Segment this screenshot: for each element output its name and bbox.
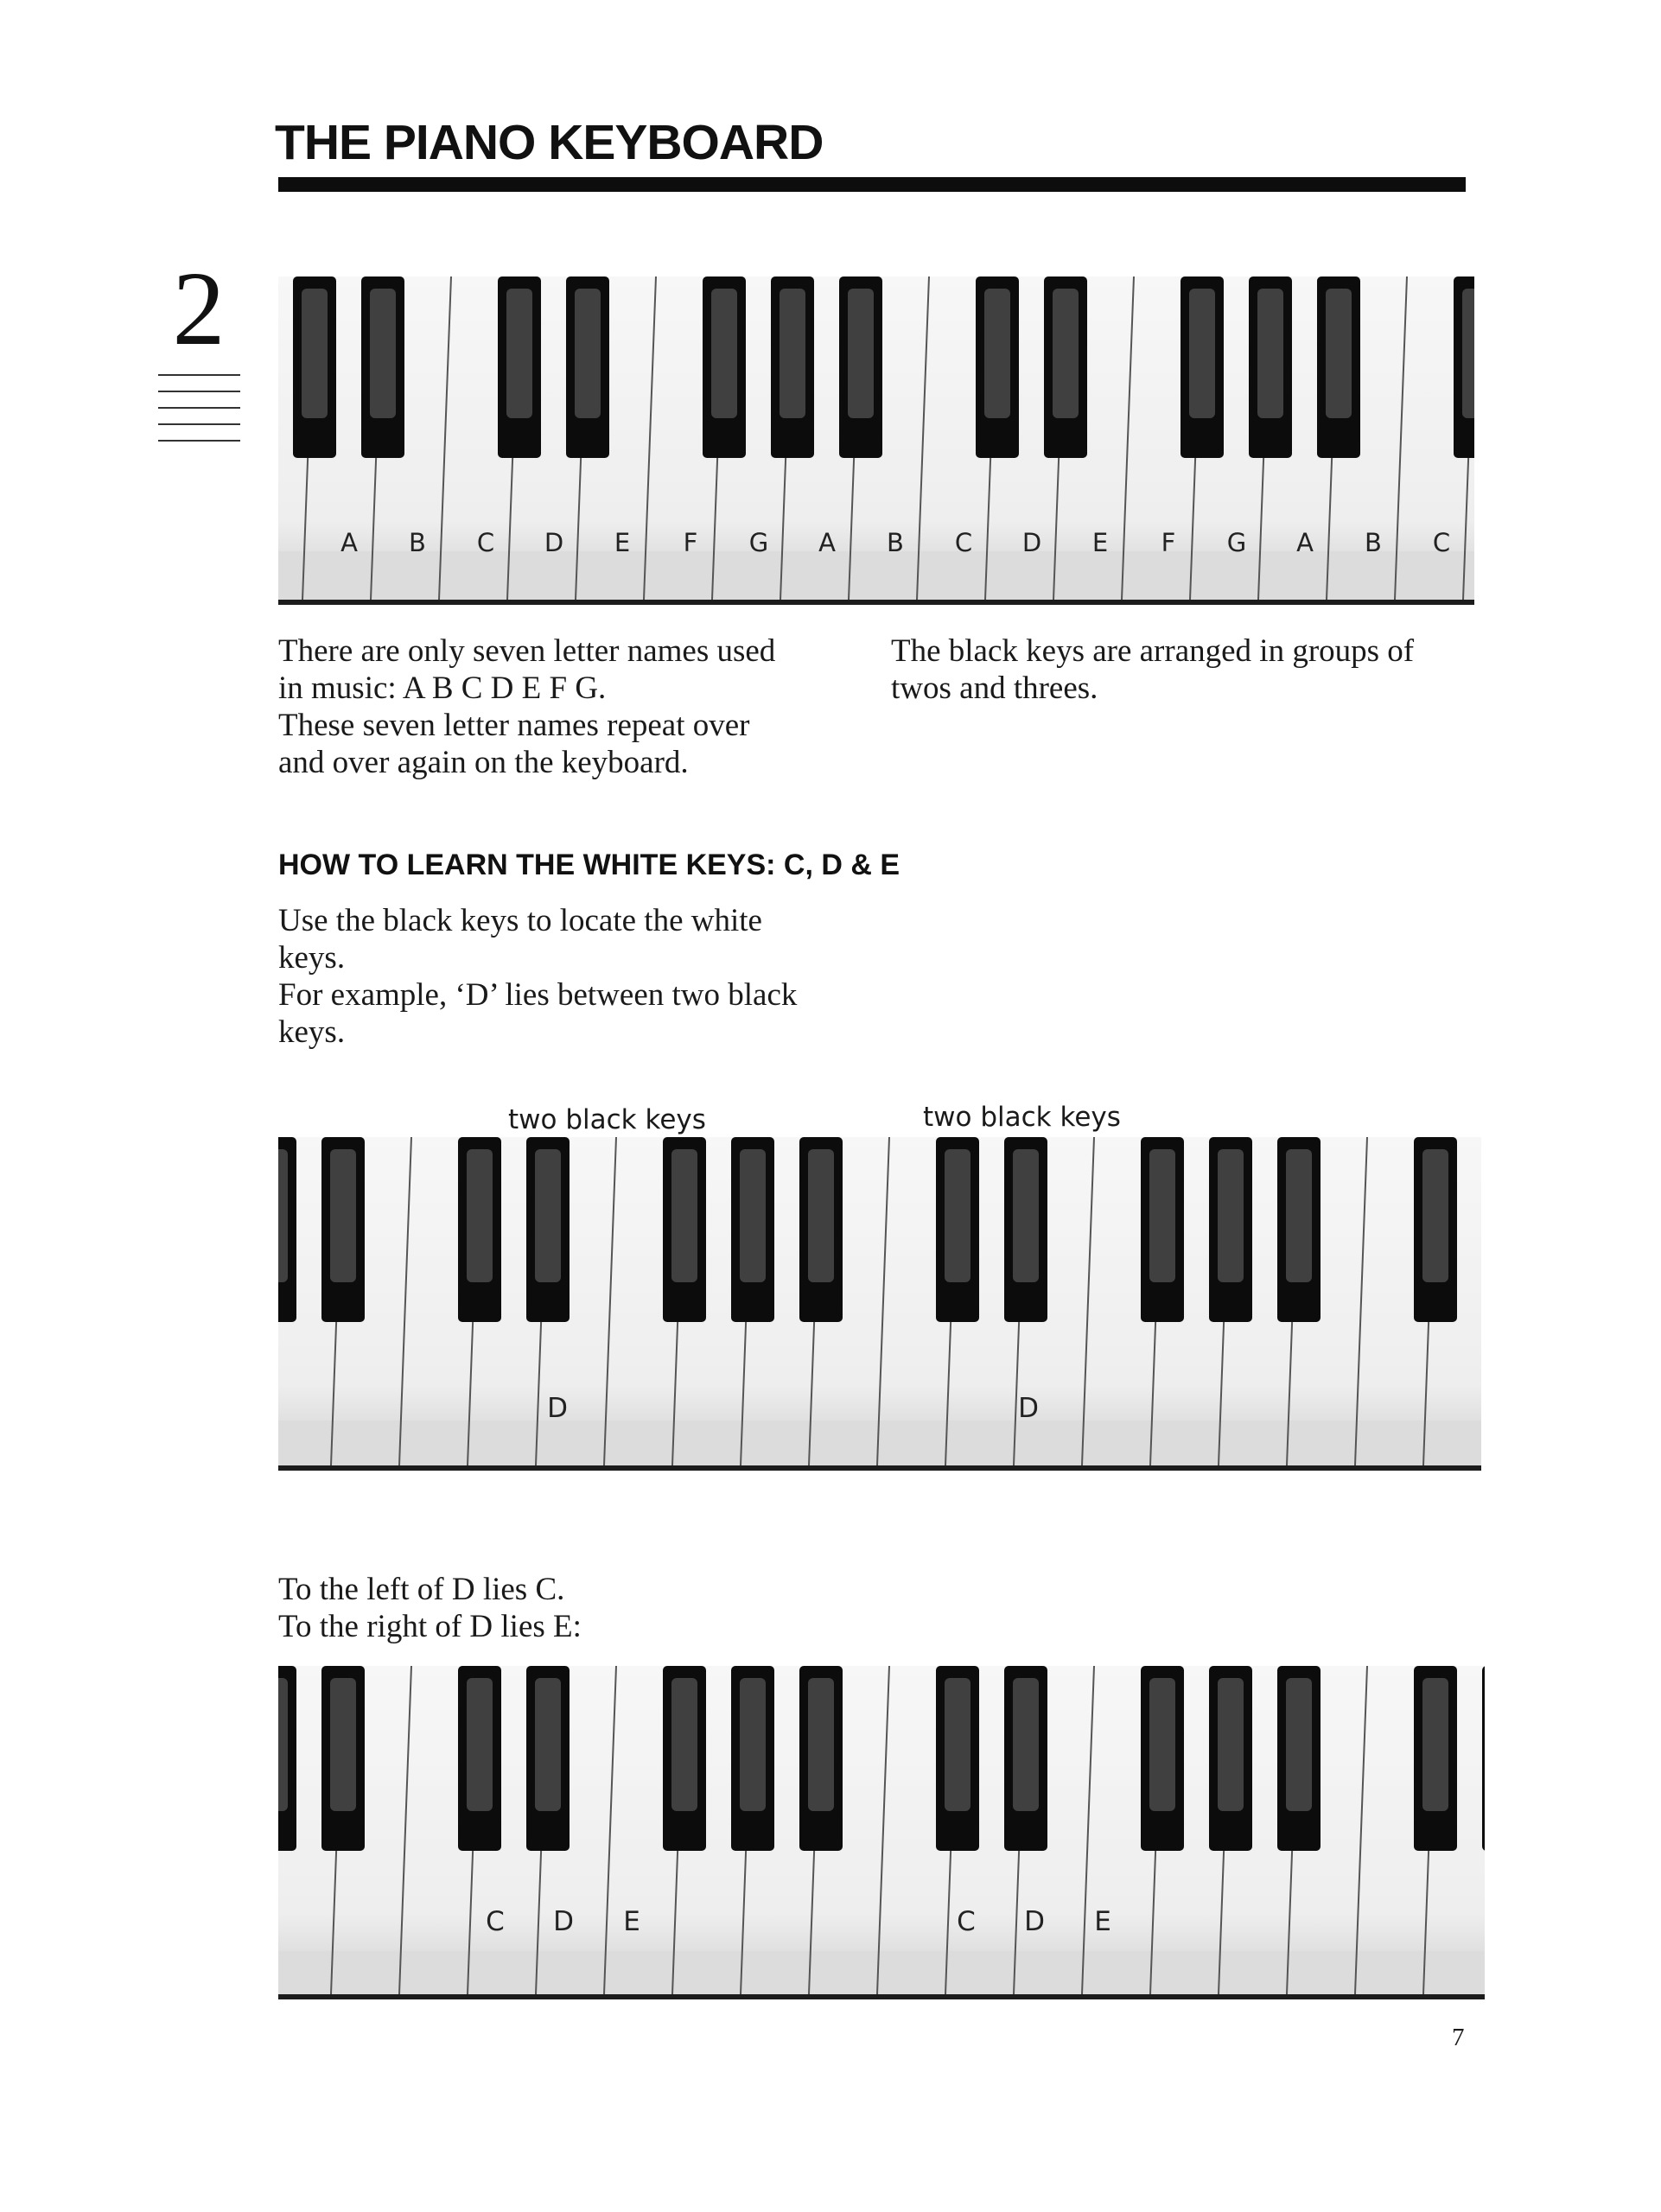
- text-line: Use the black keys to locate the white: [278, 903, 762, 938]
- black-key: [1181, 276, 1224, 458]
- keyboard-photo-3: [278, 1666, 1485, 1999]
- black-key: [731, 1137, 774, 1322]
- black-key: [1414, 1137, 1457, 1322]
- two-black-keys-caption: two black keys: [508, 1104, 706, 1135]
- key-label: D: [1024, 1906, 1045, 1937]
- section-heading: HOW TO LEARN THE WHITE KEYS: C, D & E: [278, 849, 901, 881]
- text-line: The black keys are arranged in groups of: [891, 633, 1415, 669]
- black-key: [361, 276, 404, 458]
- black-key: [1044, 276, 1087, 458]
- black-key: [771, 276, 814, 458]
- text-line: and over again on the keyboard.: [278, 745, 689, 780]
- black-key: [1141, 1137, 1184, 1322]
- chapter-rule: [158, 374, 240, 376]
- keyboard-photo-2: [278, 1137, 1481, 1471]
- black-key: [566, 276, 609, 458]
- key-label: B: [887, 528, 904, 557]
- key-label: A: [818, 528, 836, 557]
- chapter-rule: [158, 391, 240, 392]
- key-label: G: [1226, 528, 1247, 557]
- text-line: For example, ‘D’ lies between two black: [278, 977, 798, 1013]
- black-key: [1277, 1666, 1321, 1851]
- key-label: C: [476, 528, 495, 557]
- black-key: [936, 1137, 979, 1322]
- key-label: A: [1296, 528, 1314, 557]
- key-label-d: D: [547, 1393, 568, 1424]
- key-label: C: [486, 1906, 505, 1937]
- key-label: E: [1091, 528, 1109, 557]
- key-label: D: [544, 528, 564, 557]
- key-label: D: [1021, 528, 1042, 557]
- black-key: [1141, 1666, 1184, 1851]
- intro-left-paragraph: [278, 632, 866, 781]
- black-key: [663, 1137, 706, 1322]
- black-key: [293, 276, 336, 458]
- black-key: [976, 276, 1019, 458]
- text-line: There are only seven letter names used: [278, 633, 776, 669]
- chapter-rule: [158, 407, 240, 409]
- page-title: THE PIANO KEYBOARD: [275, 115, 824, 170]
- black-key: [663, 1666, 706, 1851]
- text-line: twos and threes.: [891, 671, 1098, 706]
- chapter-rule: [158, 440, 240, 442]
- key-label: C: [954, 528, 973, 557]
- black-key: [1414, 1666, 1457, 1851]
- two-black-keys-caption: two black keys: [923, 1102, 1121, 1133]
- black-key: [799, 1137, 843, 1322]
- black-key: [1277, 1137, 1321, 1322]
- black-key: [321, 1137, 365, 1322]
- text-line: To the left of D lies C.: [278, 1572, 565, 1607]
- black-key: [1454, 276, 1474, 458]
- section-body: [278, 902, 883, 1051]
- key-label: E: [614, 528, 631, 557]
- key-label: A: [340, 528, 358, 557]
- key-label: B: [409, 528, 426, 557]
- key-label: B: [1365, 528, 1382, 557]
- black-key: [1209, 1666, 1252, 1851]
- key-label-d: D: [1018, 1393, 1039, 1424]
- black-key: [936, 1666, 979, 1851]
- text-line: To the right of D lies E:: [278, 1609, 582, 1644]
- black-key: [731, 1666, 774, 1851]
- black-key: [1317, 276, 1360, 458]
- key-label: C: [957, 1906, 976, 1937]
- key-label: F: [683, 528, 698, 557]
- black-key: [1482, 1666, 1485, 1851]
- black-key: [1249, 276, 1292, 458]
- chapter-number: 2: [172, 251, 226, 367]
- key-label: G: [748, 528, 769, 557]
- key-label: F: [1161, 528, 1176, 557]
- black-key: [458, 1137, 501, 1322]
- black-key: [321, 1666, 365, 1851]
- black-key: [799, 1666, 843, 1851]
- black-key: [458, 1666, 501, 1851]
- key-label: C: [1432, 528, 1451, 557]
- page-number: 7: [1452, 2024, 1465, 2051]
- black-key: [526, 1666, 570, 1851]
- black-key: [839, 276, 882, 458]
- key-label: E: [623, 1906, 640, 1937]
- text-line: keys.: [278, 1014, 346, 1050]
- text-line: These seven letter names repeat over: [278, 708, 750, 743]
- neighbors-paragraph: [278, 1571, 883, 1645]
- black-key: [278, 1666, 296, 1851]
- black-key: [498, 276, 541, 458]
- black-key: [1209, 1137, 1252, 1322]
- black-key: [1004, 1137, 1047, 1322]
- black-key: [278, 1137, 296, 1322]
- chapter-rule: [158, 423, 240, 425]
- black-key: [703, 276, 746, 458]
- intro-right-paragraph: [891, 632, 1479, 707]
- keyboard-photo-1: [278, 276, 1474, 605]
- key-label: D: [553, 1906, 574, 1937]
- title-rule: [278, 177, 1466, 192]
- key-label: E: [1094, 1906, 1111, 1937]
- text-line: keys.: [278, 940, 346, 976]
- black-key: [1004, 1666, 1047, 1851]
- text-line: in music: A B C D E F G.: [278, 671, 607, 706]
- black-key: [526, 1137, 570, 1322]
